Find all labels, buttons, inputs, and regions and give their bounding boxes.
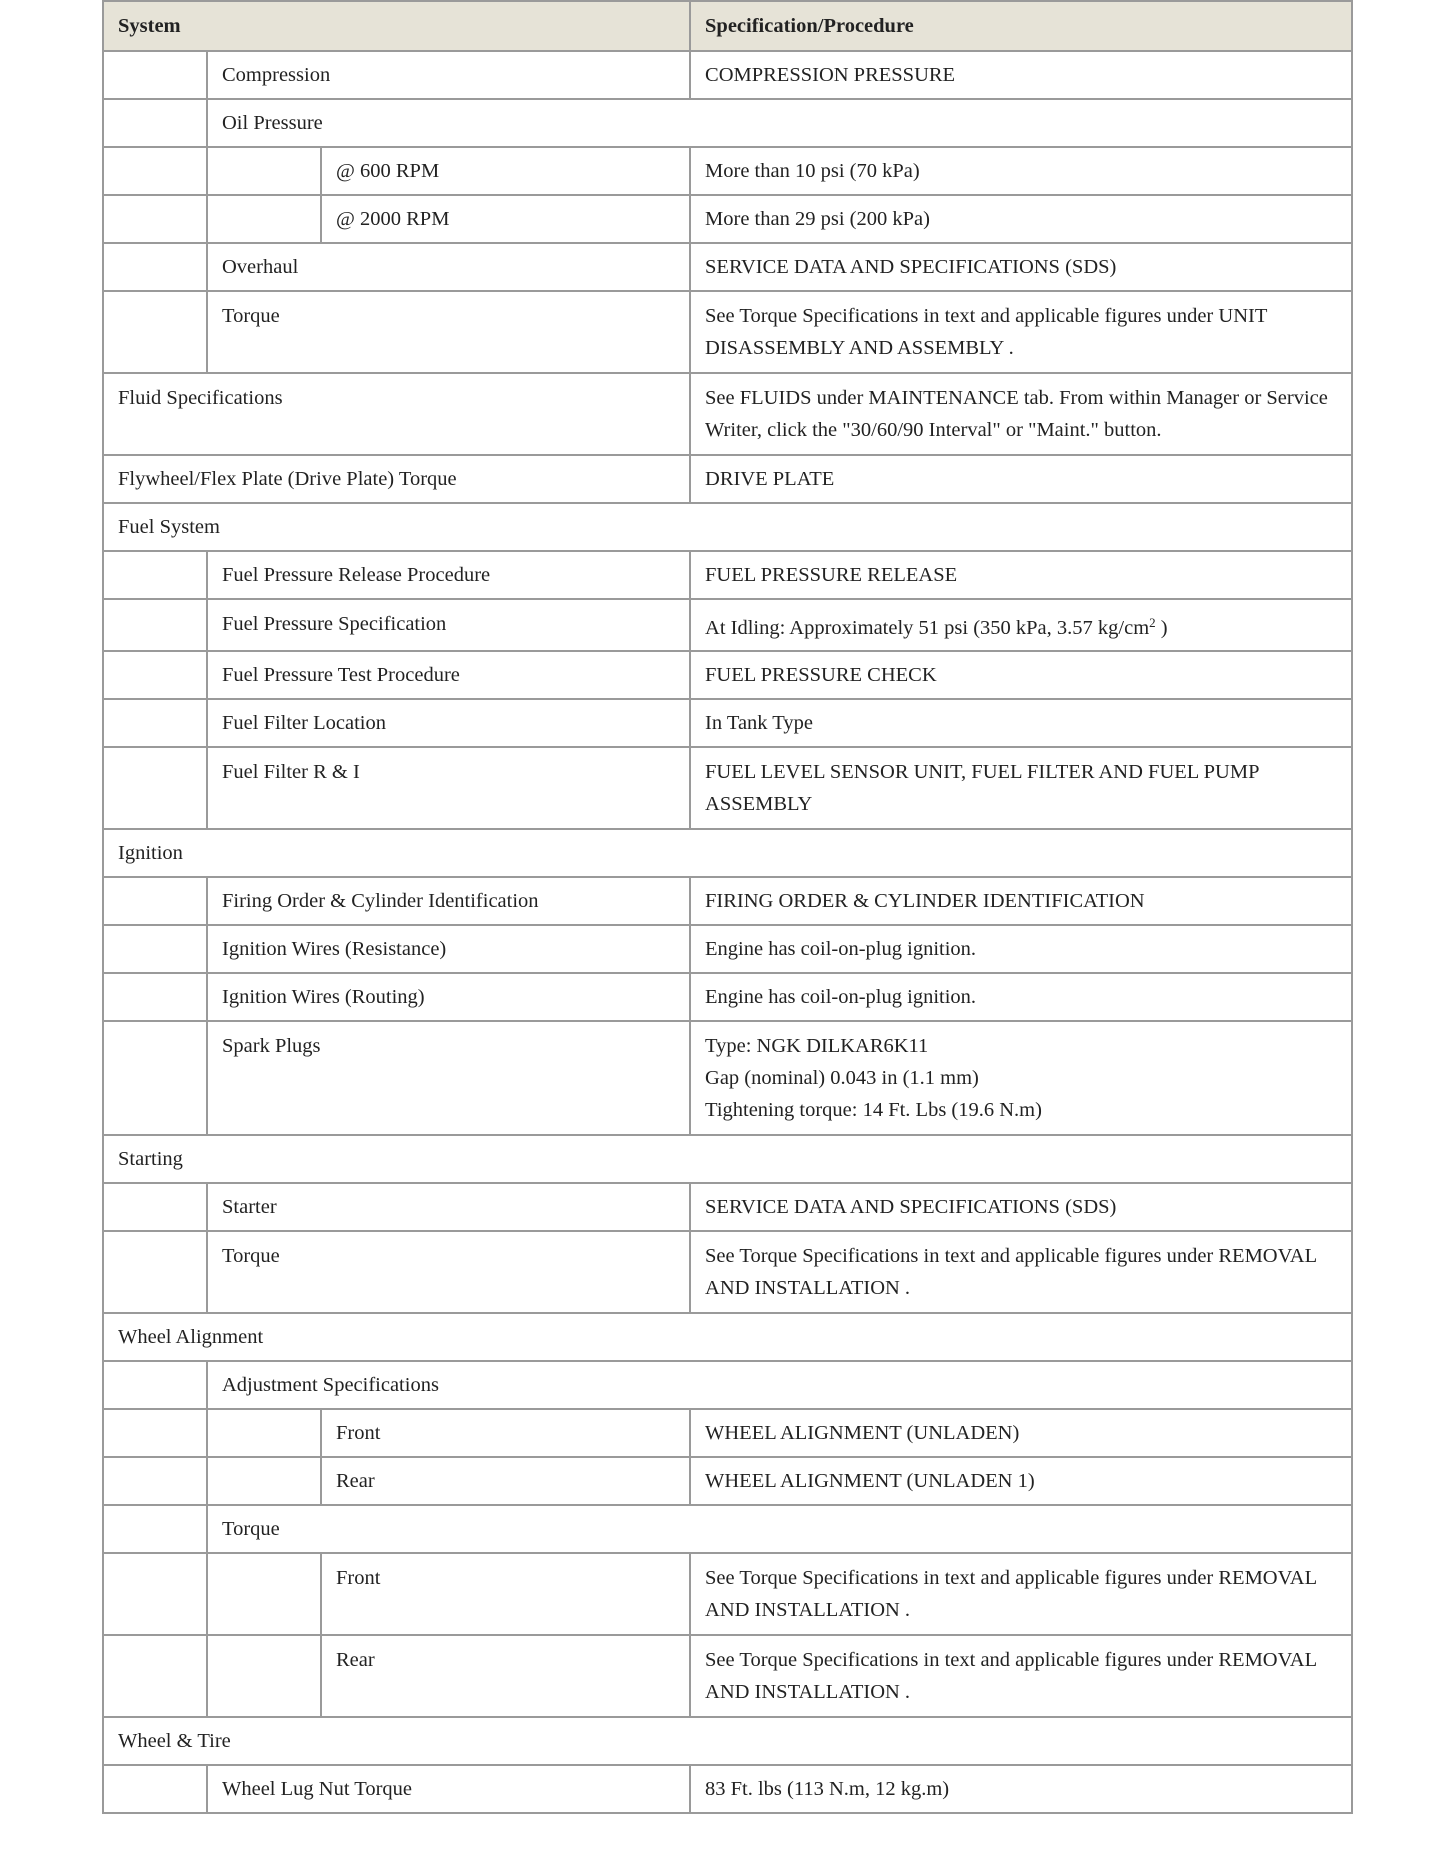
row-value: More than 10 psi (70 kPa) [690, 147, 1352, 195]
row-value: SERVICE DATA AND SPECIFICATIONS (SDS) [690, 1183, 1352, 1231]
superscript: 2 [1149, 615, 1156, 630]
row-value: FUEL PRESSURE CHECK [690, 651, 1352, 699]
row-value: See Torque Specifications in text and applicable figures under UNIT DISASSEMBLY AND ASSEMBLY . [690, 291, 1352, 373]
row-label: Overhaul [207, 243, 690, 291]
spark-plug-torque: Tightening torque: 14 Ft. Lbs (19.6 N.m) [705, 1099, 1042, 1121]
row-value: WHEEL ALIGNMENT (UNLADEN 1) [690, 1457, 1352, 1505]
row-label: Rear [321, 1457, 690, 1505]
table-row [103, 1361, 1352, 1409]
row-value: More than 29 psi (200 kPa) [690, 195, 1352, 243]
row-value: See Torque Specifications in text and applicable figures under REMOVAL AND INSTALLATION . [690, 1553, 1352, 1635]
row-value: See Torque Specifications in text and applicable figures under REMOVAL AND INSTALLATION . [690, 1635, 1352, 1717]
table-row [103, 99, 1352, 147]
table-row [103, 1021, 1352, 1135]
row-label: Fluid Specifications [103, 373, 690, 455]
row-value: 83 Ft. lbs (113 N.m, 12 kg.m) [690, 1765, 1352, 1813]
table-row [103, 1409, 1352, 1457]
fuel-spec-text: At Idling: Approximately 51 psi (350 kPa, 3.57 kg/cm [705, 617, 1150, 639]
table-row [103, 651, 1352, 699]
section-row-wheel-tire [103, 1717, 1352, 1765]
row-label: Spark Plugs [207, 1021, 690, 1135]
table-row [103, 973, 1352, 1021]
row-label: Torque [207, 1231, 690, 1313]
row-label: Ignition Wires (Routing) [207, 973, 690, 1021]
table-row [103, 1635, 1352, 1717]
row-value: See Torque Specifications in text and applicable figures under REMOVAL AND INSTALLATION . [690, 1231, 1352, 1313]
row-label: Compression [207, 51, 690, 99]
fuel-spec-suffix: ) [1155, 617, 1168, 639]
table-row [103, 243, 1352, 291]
section-label: Ignition [103, 829, 1352, 877]
row-label: Starter [207, 1183, 690, 1231]
row-label: Firing Order & Cylinder Identification [207, 877, 690, 925]
table-row [103, 373, 1352, 455]
spark-plug-type: Type: NGK DILKAR6K11 [705, 1035, 929, 1057]
table-row [103, 1457, 1352, 1505]
row-value: COMPRESSION PRESSURE [690, 51, 1352, 99]
row-label: Ignition Wires (Resistance) [207, 925, 690, 973]
row-label: Fuel Pressure Test Procedure [207, 651, 690, 699]
table-row [103, 877, 1352, 925]
section-label: Fuel System [103, 503, 1352, 551]
row-label: Oil Pressure [207, 99, 1352, 147]
section-row-wheel-alignment [103, 1313, 1352, 1361]
table-row [103, 1765, 1352, 1813]
row-label: Fuel Filter R & I [207, 747, 690, 829]
table-row [103, 699, 1352, 747]
table-row [103, 1183, 1352, 1231]
table-row [103, 147, 1352, 195]
row-label: Adjustment Specifications [207, 1361, 1352, 1409]
table-row [103, 1553, 1352, 1635]
row-label: Wheel Lug Nut Torque [207, 1765, 690, 1813]
section-row-ignition [103, 829, 1352, 877]
row-value: FUEL PRESSURE RELEASE [690, 551, 1352, 599]
header-specification: Specification/Procedure [690, 1, 1352, 51]
section-label: Wheel & Tire [103, 1717, 1352, 1765]
row-value: Engine has coil-on-plug ignition. [690, 925, 1352, 973]
row-value: In Tank Type [690, 699, 1352, 747]
row-value [690, 1021, 1352, 1135]
specifications-table [102, 0, 1353, 1814]
row-label: Fuel Pressure Specification [207, 599, 690, 651]
table-row [103, 291, 1352, 373]
row-value: SERVICE DATA AND SPECIFICATIONS (SDS) [690, 243, 1352, 291]
section-label: Wheel Alignment [103, 1313, 1352, 1361]
table-row [103, 455, 1352, 503]
row-value: DRIVE PLATE [690, 455, 1352, 503]
row-label: Torque [207, 1505, 1352, 1553]
row-label: Torque [207, 291, 690, 373]
table-row [103, 195, 1352, 243]
table-row [103, 551, 1352, 599]
table-row [103, 599, 1352, 651]
row-value: WHEEL ALIGNMENT (UNLADEN) [690, 1409, 1352, 1457]
row-label: Fuel Pressure Release Procedure [207, 551, 690, 599]
row-label: Flywheel/Flex Plate (Drive Plate) Torque [103, 455, 690, 503]
row-label: Fuel Filter Location [207, 699, 690, 747]
section-row-fuel-system [103, 503, 1352, 551]
section-label: Starting [103, 1135, 1352, 1183]
row-value: Engine has coil-on-plug ignition. [690, 973, 1352, 1021]
row-label: Rear [321, 1635, 690, 1717]
table-row [103, 925, 1352, 973]
table-row [103, 747, 1352, 829]
row-label: Front [321, 1409, 690, 1457]
row-value: FUEL LEVEL SENSOR UNIT, FUEL FILTER AND FUEL PUMP ASSEMBLY [690, 747, 1352, 829]
table-row [103, 1231, 1352, 1313]
table-row [103, 1505, 1352, 1553]
table-header-row [103, 1, 1352, 51]
row-value: FIRING ORDER & CYLINDER IDENTIFICATION [690, 877, 1352, 925]
spark-plug-gap: Gap (nominal) 0.043 in (1.1 mm) [705, 1067, 979, 1089]
row-label: Front [321, 1553, 690, 1635]
row-value [690, 599, 1352, 651]
header-system: System [103, 1, 690, 51]
row-label: @ 2000 RPM [321, 195, 690, 243]
row-value: See FLUIDS under MAINTENANCE tab. From within Manager or Service Writer, click the "30/60/90 Interval" or "Maint." button. [690, 373, 1352, 455]
section-row-starting [103, 1135, 1352, 1183]
table-row [103, 51, 1352, 99]
row-label: @ 600 RPM [321, 147, 690, 195]
